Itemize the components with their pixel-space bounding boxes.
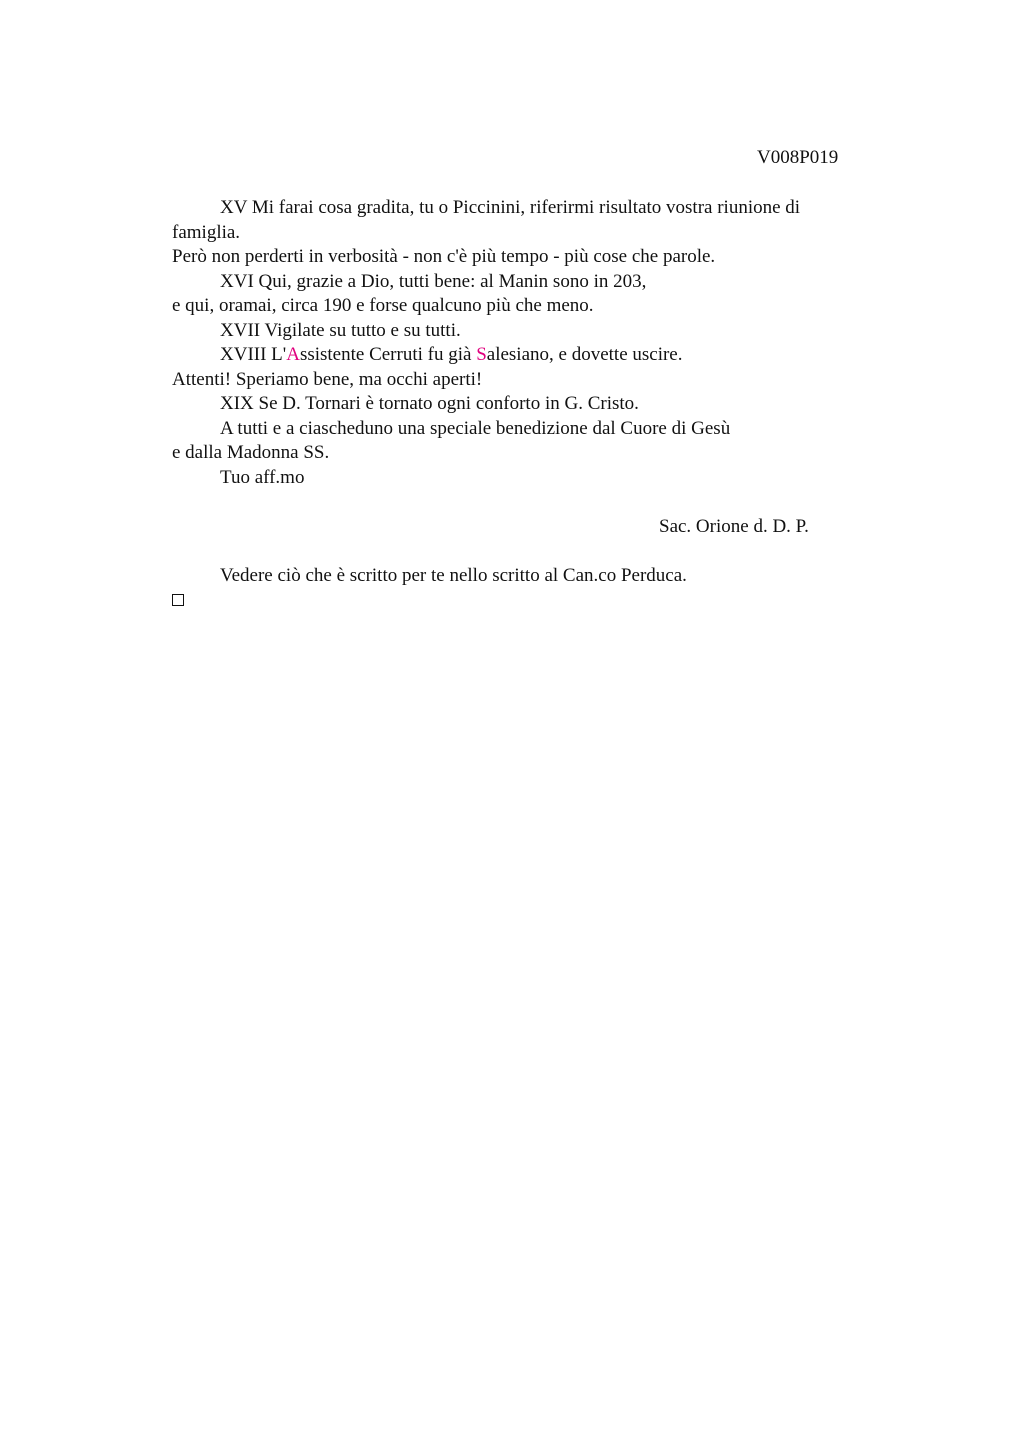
box-glyph-row xyxy=(172,588,872,613)
paragraph-xvi-continued: e qui, oramai, circa 190 e forse qualcuno più che meno. xyxy=(172,295,594,316)
paragraph-xix: XIX Se D. Tornari è tornato ogni conforto in G. Cristo. xyxy=(220,393,639,414)
line-attenti: Attenti! Speriamo bene, ma occhi aperti! xyxy=(172,368,483,390)
highlighted-letter-s: S xyxy=(476,344,487,365)
postscript: Vedere ciò che è scritto per te nello scritto al Can.co Perduca. xyxy=(220,564,687,586)
spacer xyxy=(172,539,872,564)
signature: Sac. Orione d. D. P. xyxy=(659,515,809,537)
spacer xyxy=(172,490,872,515)
paragraph-xv-continued: famiglia. xyxy=(172,221,241,243)
closing: Tuo aff.mo xyxy=(220,466,305,488)
empty-box-icon xyxy=(172,594,184,606)
paragraph-xvi: XVI Qui, grazie a Dio, tutti bene: al Manin sono in 203, xyxy=(220,270,647,292)
xviii-part-a: XVIII L' xyxy=(220,344,287,365)
xviii-part-e: alesiano, e dovette uscire. xyxy=(486,344,683,365)
paragraph-xv: XV Mi farai cosa gradita, tu o Piccinini, riferirmi risultato vostra riunione di xyxy=(220,197,801,218)
page-code: V008P019 xyxy=(757,147,839,168)
paragraph-xviii xyxy=(172,343,872,368)
xviii-part-c: ssistente Cerruti fu già xyxy=(299,344,477,365)
highlighted-letter-a: A xyxy=(286,344,300,365)
blessing-line: A tutti e a ciascheduno una speciale benedizione dal Cuore di Gesù xyxy=(220,417,731,439)
letter-body xyxy=(172,196,872,613)
line-verbosity: Però non perderti in verbosità - non c'è più tempo - più cose che parole. xyxy=(172,246,716,267)
paragraph-xvii: XVII Vigilate su tutto e su tutti. xyxy=(220,319,461,341)
blessing-line-continued: e dalla Madonna SS. xyxy=(172,442,330,463)
